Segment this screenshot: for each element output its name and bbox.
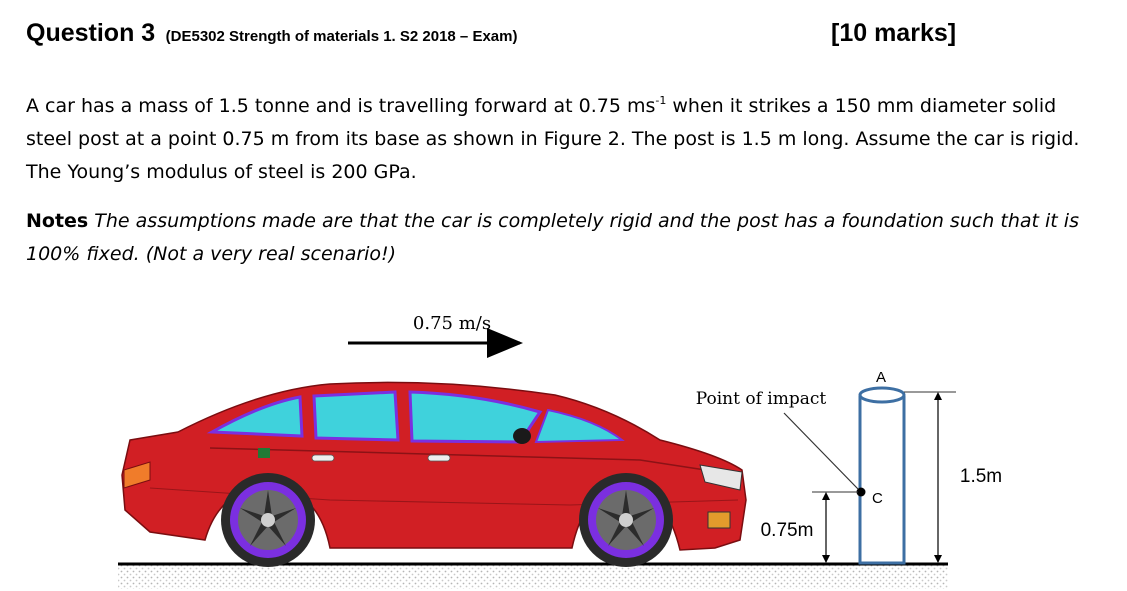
- rear-wheel: [221, 473, 315, 567]
- velocity-label: 0.75 m/s: [412, 313, 492, 334]
- course-info: (DE5302 Strength of materials 1. S2 2018 – Exam): [165, 28, 518, 45]
- impact-height-label: 0.75m: [760, 520, 814, 541]
- dim-arrow-up: [822, 492, 830, 500]
- steel-post: [860, 388, 904, 563]
- point-a-label: A: [875, 369, 887, 386]
- post-length-label: 1.5m: [959, 466, 1003, 487]
- ground-hatch: [118, 565, 948, 589]
- rear-door-handle: [312, 455, 334, 461]
- problem-text-1: A car has a mass of 1.5 tonne and is travelling forward at 0.75 ms: [26, 95, 656, 117]
- front-door-handle: [428, 455, 450, 461]
- car: [122, 382, 746, 567]
- fuel-cap: [258, 448, 270, 458]
- unit-exponent: -1: [655, 94, 667, 107]
- notes-text: The assumptions made are that the car is completely rigid and the post has a foundation such that it is 100% fixed. (Not a very real scenario!): [26, 210, 1079, 265]
- post-top: [860, 388, 904, 402]
- front-wheel: [579, 473, 673, 567]
- post-shaft: [860, 396, 904, 563]
- rear-door-window: [314, 392, 398, 440]
- impact-pointer: [784, 413, 858, 489]
- dim-arrow-down: [822, 555, 830, 563]
- problem-text-2: when it strikes a 150 mm diameter solid steel post at a point 0.75 m from its base as shown in Figure 2. The post is 1.5 m long. Assume the car is rigid. The Young’s modulus of steel is 200 GPa.: [26, 95, 1080, 183]
- length-arrow-down: [934, 555, 942, 563]
- notes-label: Notes: [26, 210, 89, 232]
- question-title: Question 3: [26, 19, 156, 47]
- front-plate: [708, 512, 730, 528]
- marks-label: [10 marks]: [831, 19, 957, 47]
- side-mirror: [513, 428, 531, 444]
- impact-label: Point of impact: [695, 389, 827, 409]
- length-arrow-up: [934, 392, 942, 400]
- point-c-label: C: [872, 490, 883, 507]
